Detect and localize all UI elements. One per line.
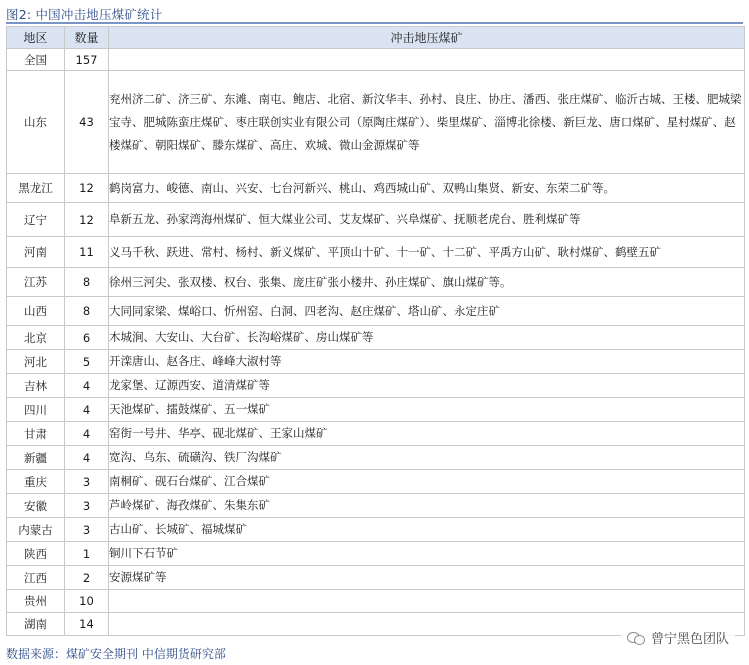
table-row [7,237,745,268]
wechat-icon [627,631,645,645]
region-cell: 贵州 [7,590,65,613]
count-cell: 4 [65,374,109,398]
count-cell: 8 [65,268,109,297]
count-cell: 2 [65,566,109,590]
count-cell: 43 [65,71,109,174]
count-cell: 1 [65,542,109,566]
table-row [7,268,745,297]
column-header-count: 数量 [65,27,109,49]
count-cell: 4 [65,422,109,446]
region-cell: 安徽 [7,494,65,518]
mines-cell: 芦岭煤矿、海孜煤矿、朱集东矿 [109,494,745,518]
mines-cell: 安源煤矿等 [109,566,745,590]
mines-cell: 龙家堡、辽源西安、道清煤矿等 [109,374,745,398]
mines-cell: 木城涧、大安山、大台矿、长沟峪煤矿、房山煤矿等 [109,326,745,350]
count-cell: 11 [65,237,109,268]
count-cell: 10 [65,590,109,613]
table-row [7,590,745,613]
count-cell: 14 [65,613,109,636]
mines-cell [109,590,745,613]
table-row [7,203,745,237]
count-cell: 5 [65,350,109,374]
count-cell: 6 [65,326,109,350]
count-cell: 12 [65,203,109,237]
mines-cell: 徐州三河尖、张双楼、权台、张集、庞庄矿张小楼井、孙庄煤矿、旗山煤矿等。 [109,268,745,297]
column-header-mines: 冲击地压煤矿 [109,27,745,49]
table-row [7,494,745,518]
table-row [7,49,745,71]
region-cell: 黑龙江 [7,174,65,203]
mines-cell: 开滦唐山、赵各庄、峰峰大淑村等 [109,350,745,374]
mines-cell: 鹤岗富力、峻德、南山、兴安、七台河新兴、桃山、鸡西城山矿、双鸭山集贤、新安、东荣二矿等。 [109,174,745,203]
region-cell: 四川 [7,398,65,422]
watermark [621,626,735,649]
region-cell: 全国 [7,49,65,71]
table-row [7,566,745,590]
region-cell: 山东 [7,71,65,174]
count-cell: 4 [65,398,109,422]
mines-cell: 窑街一号井、华亭、砚北煤矿、王家山煤矿 [109,422,745,446]
region-cell: 湖南 [7,613,65,636]
table-row [7,297,745,326]
region-cell: 山西 [7,297,65,326]
region-cell: 内蒙古 [7,518,65,542]
mines-cell: 宽沟、乌东、硫磺沟、铁厂沟煤矿 [109,446,745,470]
region-cell: 辽宁 [7,203,65,237]
table-row [7,398,745,422]
mines-cell: 大同同家梁、煤峪口、忻州窑、白洞、四老沟、赵庄煤矿、塔山矿、永定庄矿 [109,297,745,326]
title-divider [6,22,743,24]
mines-cell: 南桐矿、砚石台煤矿、江合煤矿 [109,470,745,494]
region-cell: 吉林 [7,374,65,398]
mines-cell: 天池煤矿、擂鼓煤矿、五一煤矿 [109,398,745,422]
mines-cell [109,49,745,71]
figure-title: 图2: 中国冲击地压煤矿统计 [6,7,163,22]
table-row [7,518,745,542]
table-header-row [7,27,745,49]
region-cell: 重庆 [7,470,65,494]
table-row [7,542,745,566]
column-header-region: 地区 [7,27,65,49]
region-cell: 江西 [7,566,65,590]
table-row [7,470,745,494]
table-row [7,374,745,398]
count-cell: 12 [65,174,109,203]
region-cell: 北京 [7,326,65,350]
count-cell: 8 [65,297,109,326]
mines-cell: 阜新五龙、孙家湾海州煤矿、恒大煤业公司、艾友煤矿、兴阜煤矿、抚顺老虎台、胜利煤矿等 [109,203,745,237]
region-cell: 河北 [7,350,65,374]
region-cell: 甘肃 [7,422,65,446]
region-cell: 陕西 [7,542,65,566]
table-row [7,71,745,174]
table-row [7,446,745,470]
table-row [7,326,745,350]
region-cell: 河南 [7,237,65,268]
data-source-note: 数据来源：煤矿安全期刊 中信期货研究部 [6,647,226,661]
count-cell: 157 [65,49,109,71]
region-cell: 新疆 [7,446,65,470]
count-cell: 3 [65,518,109,542]
mines-cell: 古山矿、长城矿、福城煤矿 [109,518,745,542]
mines-cell: 义马千秋、跃进、常村、杨村、新义煤矿、平顶山十矿、十一矿、十二矿、平禹方山矿、耿村煤矿、鹤壁五矿 [109,237,745,268]
region-cell: 江苏 [7,268,65,297]
mines-cell: 铜川下石节矿 [109,542,745,566]
coal-mine-table [6,26,745,636]
mines-cell: 兖州济二矿、济三矿、东滩、南屯、鲍店、北宿、新汶华丰、孙村、良庄、协庄、潘西、张庄煤矿、临沂古城、王楼、肥城梁宝寺、肥城陈蛮庄煤矿、枣庄联创实业有限公司（原陶庄煤矿）、柴里煤矿、淄博北徐楼、新巨龙、唐口煤矿、星村煤矿、赵楼煤矿、朝阳煤矿、滕东煤矿、高庄、欢城、微山金源煤矿等 [109,71,745,174]
table-row [7,350,745,374]
count-cell: 3 [65,494,109,518]
table-row [7,422,745,446]
table-row [7,174,745,203]
watermark-text: 曾宁黑色团队 [650,632,729,647]
count-cell: 3 [65,470,109,494]
count-cell: 4 [65,446,109,470]
